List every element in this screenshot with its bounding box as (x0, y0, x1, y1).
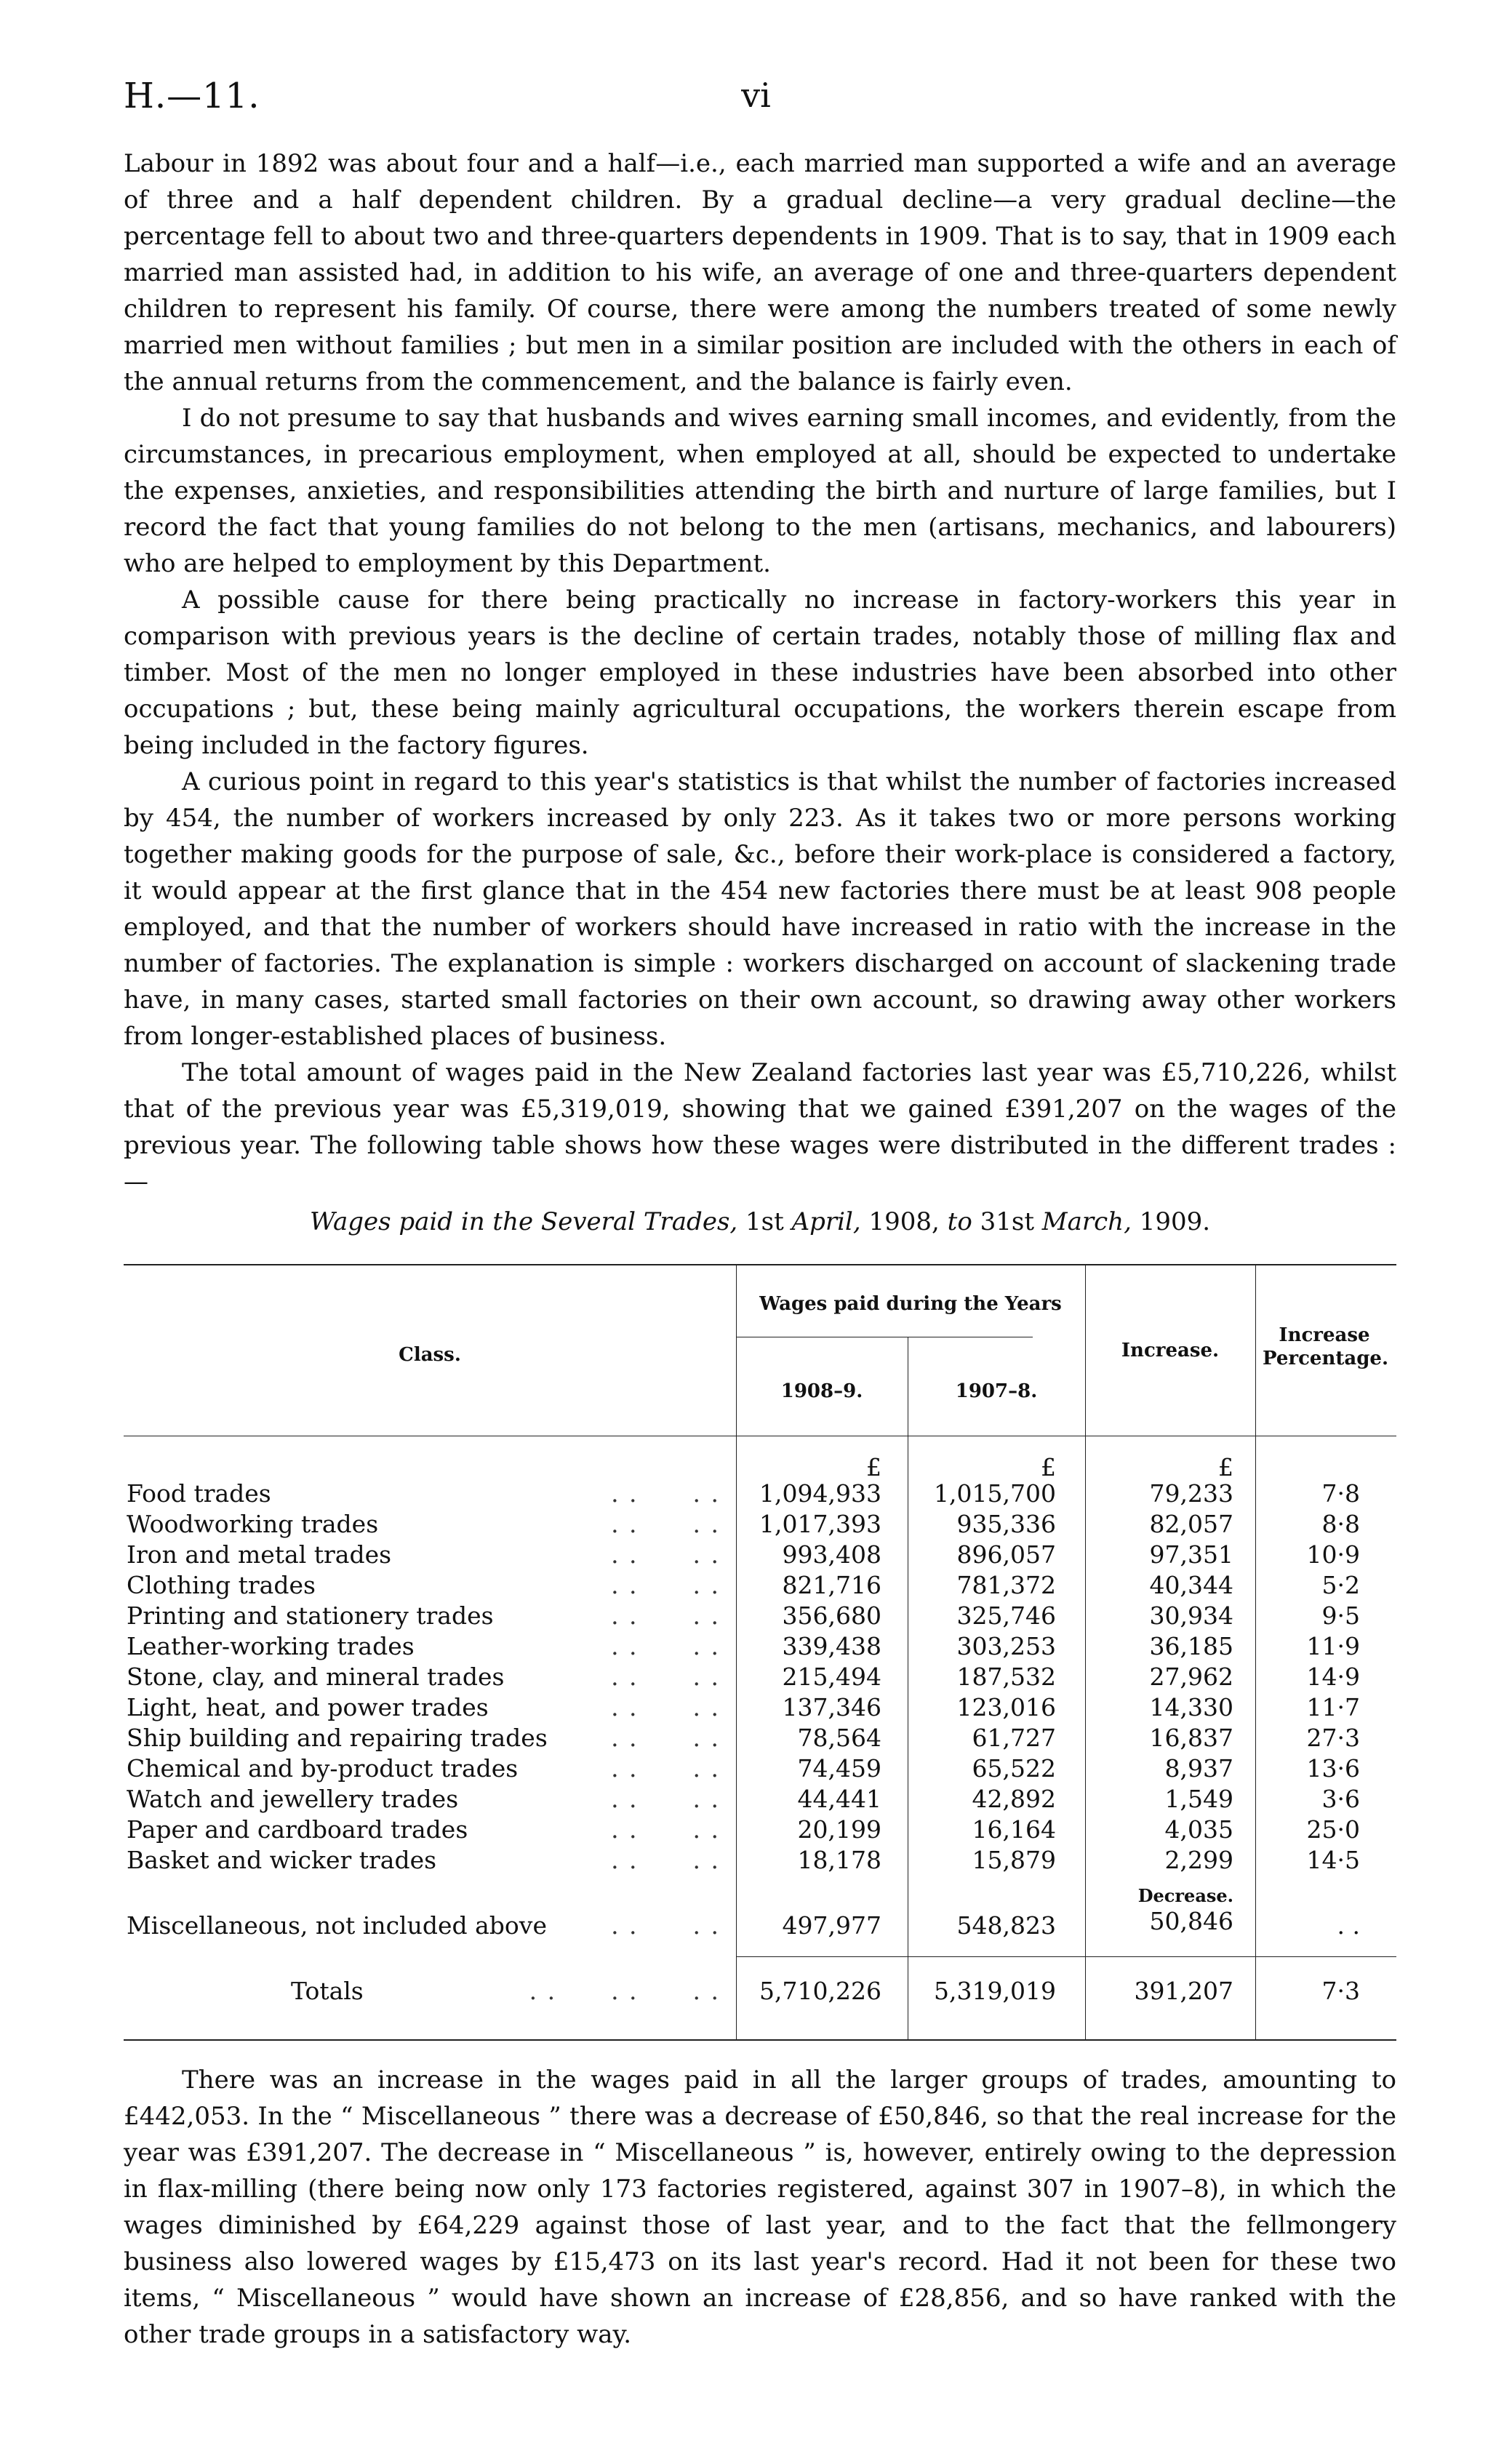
row-wages-1907: 781,372 (956, 1571, 1056, 1599)
row-wages-1908: 356,680 (782, 1601, 881, 1630)
paragraph: There was an increase in the wages paid in all the larger groups of trades, amounting to £442,053. In the “ Miscellaneous ” there was a decrease of £50,846, so that the real increase for the year was £391,207. The decrease in “ Miscellaneous ” is, however, entirely owing to the depression in flax-milling (there being now only 173 factories registered, against 307 in 1907–8), in which the wages diminished by £64,229 against those of last year, and to the fact that the fellmongery business also lowered wages by £15,473 on its last year's record. Had it not been for these two items, “ Miscellaneous ” would have shown an increase of £28,856, and so have ranked with the other trade groups in a satisfactory way. (124, 2065, 1396, 2349)
row-increase: 82,057 (1149, 1510, 1233, 1538)
leader-dots-text: . . (692, 1815, 720, 1844)
totals-label: Totals (291, 1977, 364, 2005)
leader-dots-text: . . (611, 1479, 639, 1508)
misc-percentage: . . (1337, 1911, 1360, 1940)
row-wages-1907: 42,892 (972, 1785, 1056, 1813)
row-percentage: 8·8 (1321, 1510, 1360, 1538)
leader-dots-text: . . (611, 1510, 639, 1538)
row-wages-1907: 935,336 (956, 1510, 1056, 1538)
row-percentage: 14·9 (1306, 1663, 1360, 1691)
row-class: Iron and metal trades (127, 1540, 392, 1569)
row-increase: 36,185 (1149, 1632, 1233, 1660)
header-year-1907: 1907–8. (955, 1380, 1038, 1402)
leader-dots (589, 1815, 720, 1844)
leader-dots-text: . . (692, 1540, 720, 1569)
table-caption (124, 1207, 1396, 1236)
misc-1907: 548,823 (956, 1911, 1056, 1940)
row-percentage: 10·9 (1306, 1540, 1360, 1569)
row-class: Food trades (127, 1479, 271, 1508)
leader-dots-text: . . (611, 1663, 639, 1691)
leader-dots-text: . . (611, 1911, 639, 1940)
row-increase: 8,937 (1164, 1754, 1233, 1783)
row-wages-1908: 74,459 (797, 1754, 881, 1783)
leader-dots (589, 1601, 720, 1630)
leader-dots-text: . . (692, 1632, 720, 1660)
row-percentage: 27·3 (1306, 1724, 1360, 1752)
paragraph: A possible cause for there being practically no increase in factory-workers this year in comparison with previous years is the decline of certain trades, notably those of milling flax and timber. Most of the men no longer employed in these industries have been absorbed into other occupations ; but, these being mainly agricultural occupations, the workers therein escape from being included in the factory figures. (124, 585, 1396, 760)
totals-increase: 391,207 (1134, 1977, 1233, 2005)
leader-dots-text: . . (611, 1846, 639, 1874)
row-wages-1907: 896,057 (956, 1540, 1056, 1569)
row-class: Stone, clay, and mineral trades (127, 1663, 505, 1691)
wages-table (124, 1264, 1396, 2041)
leader-dots-text: . . (692, 1846, 720, 1874)
totals-percentage: 7·3 (1321, 1977, 1360, 2005)
row-percentage: 5·2 (1321, 1571, 1360, 1599)
totals-1907: 5,319,019 (934, 1977, 1056, 2005)
column-rule (1085, 1264, 1086, 2039)
row-increase: 16,837 (1149, 1724, 1233, 1752)
row-wages-1908: 78,564 (797, 1724, 881, 1752)
row-increase: 1,549 (1164, 1785, 1233, 1813)
leader-dots-text: . . (529, 1977, 557, 2005)
misc-class: Miscellaneous, not included above (127, 1911, 547, 1940)
leader-dots (589, 1663, 720, 1691)
row-increase: 30,934 (1149, 1601, 1233, 1630)
row-wages-1908: 20,199 (797, 1815, 881, 1844)
table-top-rule (124, 1264, 1396, 1265)
row-wages-1907: 123,016 (956, 1693, 1056, 1721)
misc-1908: 497,977 (782, 1911, 881, 1940)
row-class: Paper and cardboard trades (127, 1815, 468, 1844)
leader-dots-text: . . (692, 1663, 720, 1691)
header-increase: Increase. (1121, 1340, 1220, 1361)
leader-dots-text: . . (611, 1815, 639, 1844)
leader-dots-text: . . (692, 1754, 720, 1783)
leader-dots-text: . . (692, 1977, 720, 2005)
row-percentage: 11·7 (1306, 1693, 1360, 1721)
leader-dots-text: . . (692, 1785, 720, 1813)
page-number: vi (741, 76, 771, 115)
leader-dots (589, 1785, 720, 1813)
row-wages-1907: 303,253 (956, 1632, 1056, 1660)
leader-dots (589, 1911, 720, 1940)
caption-part: April, (791, 1207, 861, 1236)
row-class: Printing and stationery trades (127, 1601, 494, 1630)
row-percentage: 14·5 (1306, 1846, 1360, 1874)
row-wages-1908: 821,716 (782, 1571, 881, 1599)
currency-symbol: £ (1218, 1453, 1233, 1481)
row-increase: 14,330 (1149, 1693, 1233, 1721)
body-text-top (124, 145, 1396, 1200)
leader-dots-text: . . (611, 1632, 639, 1660)
caption-part: 1908, (860, 1207, 948, 1236)
row-increase: 2,299 (1164, 1846, 1233, 1874)
paragraph: A curious point in regard to this year's statistics is that whilst the number of factories increased by 454, the number of workers increased by only 223. As it takes two or more persons working together making goods for the purpose of sale, &c., before their work-place is considered a factory, it would appear at the first glance that in the 454 new factories there must be at least 908 people employed, and that the number of workers should have increased in ratio with the increase in the number of factories. The explanation is simple : workers discharged on account of slackening trade have, in many cases, started small factories on their own account, so drawing away other workers from longer-established places of business. (124, 767, 1396, 1051)
row-class: Basket and wicker trades (127, 1846, 437, 1874)
leader-dots (589, 1724, 720, 1752)
row-class: Ship building and repairing trades (127, 1724, 548, 1752)
row-wages-1907: 325,746 (956, 1601, 1056, 1630)
header-year-1908: 1908–9. (780, 1380, 863, 1402)
row-class: Watch and jewellery trades (127, 1785, 459, 1813)
document-reference: H.—11. (124, 76, 260, 116)
caption-part: March, (1041, 1207, 1132, 1236)
row-wages-1907: 65,522 (972, 1754, 1056, 1783)
body-text-bottom (124, 2062, 1396, 2353)
leader-dots-text: . . (611, 1785, 639, 1813)
row-wages-1907: 1,015,700 (934, 1479, 1056, 1508)
header-class: Class. (399, 1344, 461, 1366)
leader-dots (589, 1693, 720, 1721)
row-class: Leather-working trades (127, 1632, 415, 1660)
leader-dots (589, 1540, 720, 1569)
leader-dots-text: . . (611, 1754, 639, 1783)
row-wages-1907: 61,727 (972, 1724, 1056, 1752)
row-percentage: 13·6 (1306, 1754, 1360, 1783)
page-header (124, 76, 1388, 127)
leader-dots (589, 1571, 720, 1599)
leader-dots (589, 1754, 720, 1783)
leader-dots-text: . . (692, 1601, 720, 1630)
row-increase: 79,233 (1149, 1479, 1233, 1508)
row-wages-1907: 187,532 (956, 1663, 1056, 1691)
totals-1908: 5,710,226 (759, 1977, 881, 2005)
currency-symbol: £ (1041, 1453, 1056, 1481)
row-wages-1907: 16,164 (972, 1815, 1056, 1844)
table-bottom-rule (124, 2039, 1396, 2041)
row-class: Light, heat, and power trades (127, 1693, 489, 1721)
leader-dots-text: . . (611, 1724, 639, 1752)
caption-part: 1st (737, 1207, 792, 1236)
paragraph: I do not presume to say that husbands and wives earning small incomes, and evidently, from the circumstances, in precarious employment, when employed at all, should be expected to undertake the expenses, anxieties, and responsibilities attending the birth and nurture of large families, but I record the fact that young families do not belong to the men (artisans, mechanics, and labourers) who are helped to employment by this Department. (124, 404, 1396, 578)
leader-dots-text: . . (611, 1693, 639, 1721)
caption-part: Wages paid in the Several Trades, (309, 1207, 738, 1236)
row-percentage: 9·5 (1321, 1601, 1360, 1630)
row-class: Clothing trades (127, 1571, 316, 1599)
row-percentage: 11·9 (1306, 1632, 1360, 1660)
caption-part: to (947, 1207, 972, 1236)
header-increase-percentage: Increase Percentage. (1263, 1324, 1388, 1369)
paragraph: Labour in 1892 was about four and a half—i.e., each married man supported a wife and an average of three and a half dependent children. By a gradual decline—a very gradual decline—the percentage fell to about two and three-quarters dependents in 1909. That is to say, that in 1909 each married man assisted had, in addition to his wife, an average of one and three-quarters dependent children to represent his family. Of course, there were among the numbers treated of some newly married men without families ; but men in a similar position are included with the others in each of the annual returns from the commencement, and the balance is fairly even. (124, 149, 1396, 396)
leader-dots-text: . . (692, 1724, 720, 1752)
row-percentage: 7·8 (1321, 1479, 1360, 1508)
column-rule (1255, 1264, 1256, 2039)
row-increase: 40,344 (1149, 1571, 1233, 1599)
leader-dots (589, 1479, 720, 1508)
misc-decrease: 50,846 (1149, 1907, 1233, 1935)
totals-rule (736, 1956, 1396, 1957)
row-wages-1908: 339,438 (782, 1632, 881, 1660)
row-wages-1908: 1,017,393 (759, 1510, 881, 1538)
decrease-label: Decrease. (1137, 1885, 1233, 1906)
leader-dots-text: . . (692, 1510, 720, 1538)
leader-dots-text: . . (611, 1977, 639, 2005)
row-wages-1908: 137,346 (782, 1693, 881, 1721)
leader-dots-text: . . (611, 1601, 639, 1630)
header-wages-group: Wages paid during the Years (759, 1293, 1062, 1315)
leader-dots-text: . . (611, 1571, 639, 1599)
row-increase: 97,351 (1149, 1540, 1233, 1569)
row-wages-1908: 18,178 (797, 1846, 881, 1874)
row-wages-1908: 215,494 (782, 1663, 881, 1691)
leader-dots (473, 1977, 720, 2005)
row-percentage: 3·6 (1321, 1785, 1360, 1813)
row-wages-1907: 15,879 (972, 1846, 1056, 1874)
row-class: Woodworking trades (127, 1510, 379, 1538)
currency-symbol: £ (866, 1453, 881, 1481)
leader-dots-text: . . (692, 1571, 720, 1599)
row-class: Chemical and by-product trades (127, 1754, 519, 1783)
leader-dots-text: . . (692, 1479, 720, 1508)
row-increase: 4,035 (1164, 1815, 1233, 1844)
paragraph: The total amount of wages paid in the New Zealand factories last year was £5,710,226, whilst that of the previous year was £5,319,019, showing that we gained £391,207 on the wages of the previous year. The following table shows how these wages were distributed in the different trades :— (124, 1058, 1396, 1196)
row-wages-1908: 1,094,933 (759, 1479, 881, 1508)
caption-part: 1909. (1131, 1207, 1211, 1236)
caption-part: 31st (972, 1207, 1042, 1236)
row-wages-1908: 993,408 (782, 1540, 881, 1569)
leader-dots (589, 1510, 720, 1538)
leader-dots (589, 1846, 720, 1874)
leader-dots-text: . . (611, 1540, 639, 1569)
leader-dots-text: . . (692, 1911, 720, 1940)
row-increase: 27,962 (1149, 1663, 1233, 1691)
leader-dots (589, 1632, 720, 1660)
row-percentage: 25·0 (1306, 1815, 1360, 1844)
row-wages-1908: 44,441 (797, 1785, 881, 1813)
leader-dots-text: . . (692, 1693, 720, 1721)
